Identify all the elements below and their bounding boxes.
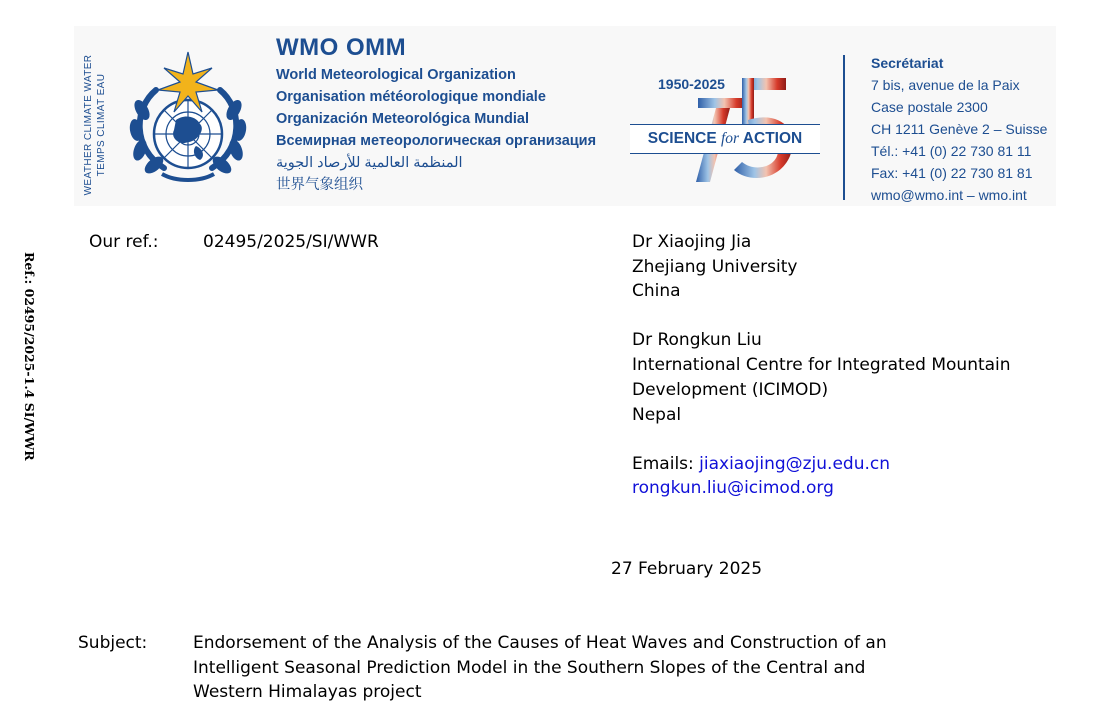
tagline-english: WEATHER CLIMATE WATER (83, 54, 94, 196)
subject-text (193, 631, 1073, 705)
anniversary-slogan (630, 124, 820, 154)
slogan-for: for (720, 130, 740, 147)
subject-line: Western Himalayas project (193, 682, 422, 703)
recipient-address (632, 230, 1102, 501)
email-link-liu[interactable]: rongkun.liu@icimod.org (632, 478, 834, 499)
recipient-1-line: Zhejiang University (632, 256, 798, 277)
anniversary-years: 1950-2025 (658, 76, 725, 92)
vertical-tagline (74, 50, 116, 200)
org-short-name: WMO OMM (276, 34, 407, 61)
organization-names (276, 32, 636, 196)
emails-line-2 (632, 476, 1102, 501)
secretariat-city: CH 1211 Genève 2 – Suisse (871, 121, 1048, 137)
our-ref-label: Our ref.: (89, 232, 159, 252)
our-ref-value: 02495/2025/SI/WWR (203, 232, 379, 252)
slogan-action: ACTION (739, 130, 803, 147)
recipient-2-line: Development (ICIMOD) (632, 379, 829, 400)
header-divider (843, 55, 845, 200)
wmo-emblem-icon (126, 50, 250, 186)
org-name-french: Organisation météorologique mondiale (276, 89, 546, 105)
secretariat-po-box: Case postale 2300 (871, 99, 988, 115)
recipient-2-line: Nepal (632, 404, 682, 425)
email-link-jia[interactable]: jiaxiaojing@zju.edu.cn (699, 453, 891, 474)
recipient-1-name: Dr Xiaojing Jia (632, 232, 752, 252)
letter-date: 27 February 2025 (611, 559, 763, 579)
secretariat-phone: Tél.: +41 (0) 22 730 81 11 (871, 143, 1032, 159)
secretariat-fax: Fax: +41 (0) 22 730 81 81 (871, 165, 1033, 181)
secretariat-address (871, 52, 1056, 206)
subject-line: Endorsement of the Analysis of the Causes of Heat Waves and Construction of an (193, 633, 887, 653)
slogan-science: SCIENCE (647, 130, 721, 147)
emails-label: Emails: (632, 453, 700, 474)
secretariat-title: Secrétariat (871, 55, 944, 71)
secretariat-street: 7 bis, avenue de la Paix (871, 77, 1020, 93)
subject-label: Subject: (78, 633, 148, 653)
tagline-french: TEMPS CLIMAT EAU (96, 73, 107, 177)
emails-line (632, 452, 1102, 477)
org-name-spanish: Organización Meteorológica Mundial (276, 111, 529, 127)
org-name-russian: Всемирная метеорологическая организация (276, 133, 597, 149)
anniversary-logo (630, 70, 820, 190)
org-name-chinese: 世界气象组织 (276, 177, 363, 193)
secretariat-email-web: wmo@wmo.int – wmo.int (871, 187, 1027, 203)
org-name-arabic: المنظمة العالمية للأرصاد الجوية (276, 155, 463, 171)
side-reference (18, 252, 40, 484)
subject-line: Intelligent Seasonal Prediction Model in the Southern Slopes of the Central and (193, 657, 866, 678)
org-name-english: World Meteorological Organization (276, 67, 516, 83)
recipient-2-line: International Centre for Integrated Mountain (632, 355, 1011, 376)
recipient-2-name: Dr Rongkun Liu (632, 330, 762, 351)
side-reference-text: Ref.: 02495/2025-1.4 SI/WWR (22, 252, 37, 461)
recipient-1-line: China (632, 281, 681, 302)
